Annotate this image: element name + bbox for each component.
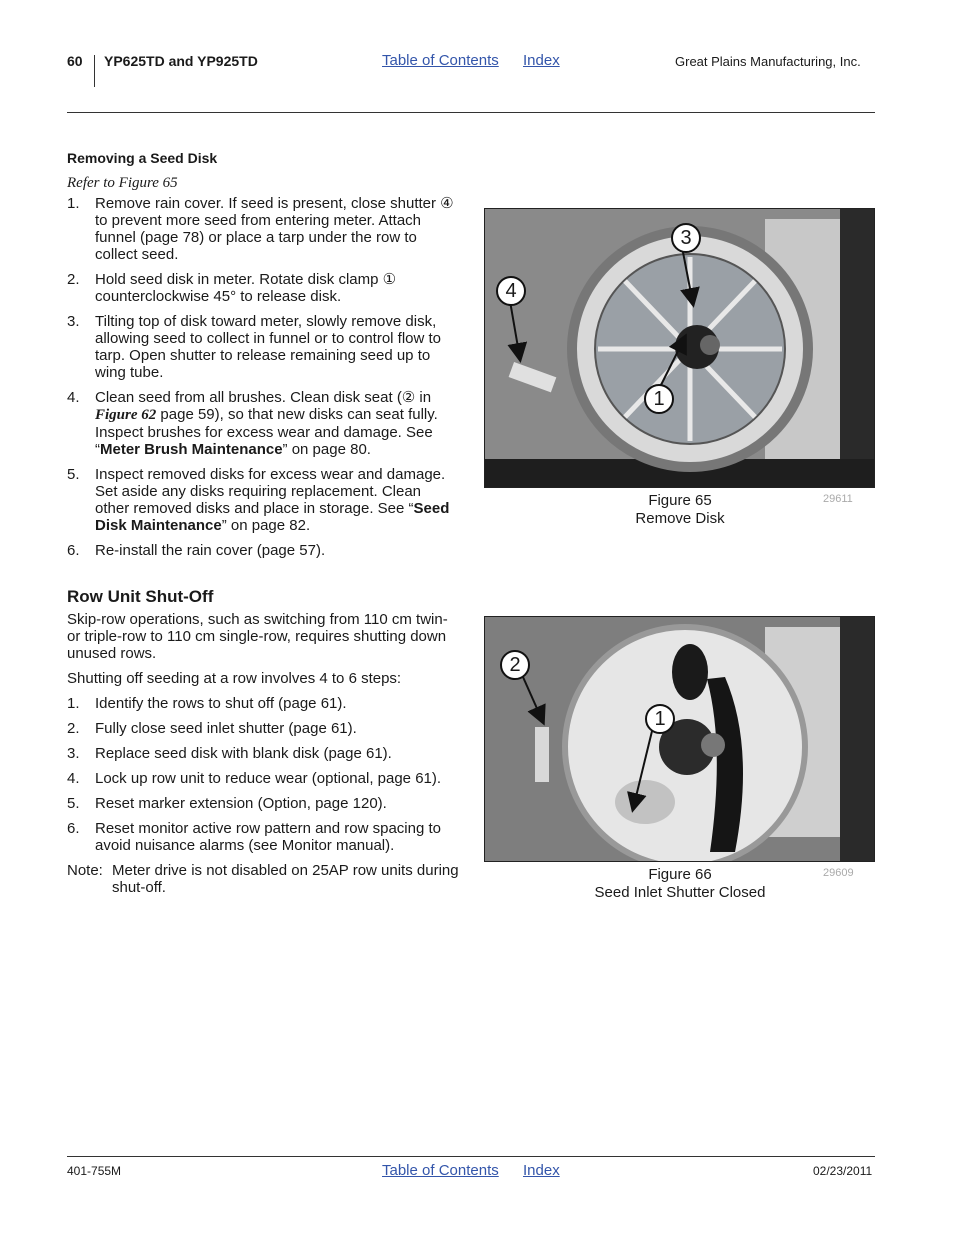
list-item: 5. Inspect removed disks for excess wear and damage. Set aside any disks requiring replacement. Clean other removed disks and place in storage. See “Seed Disk Maintenance” on page 82. xyxy=(67,466,450,534)
figure-66-label: Figure 66 xyxy=(648,866,712,883)
shutoff-intro-steps: Shutting off seeding at a row involves 4 to 6 steps: xyxy=(67,670,402,687)
note xyxy=(67,862,459,896)
refer-to-figure: Refer to Figure 65 xyxy=(67,175,178,191)
footer-index-link[interactable]: Index xyxy=(523,1162,560,1179)
header-rule xyxy=(67,112,875,113)
figure-65-image-id: 29611 xyxy=(823,493,853,505)
doc-date: 02/23/2011 xyxy=(813,1164,873,1178)
list-item: 3. Tilting top of disk toward meter, slowly remove disk, allowing seed to collect in funnel or to control flow to tarp. Open shutter to release remaining seed up to wing tube. xyxy=(67,313,442,381)
footer-rule xyxy=(67,1156,875,1157)
manual-title: YP625TD and YP925TD xyxy=(104,53,258,69)
figure-62-reference: Figure 62 xyxy=(95,407,157,423)
shutoff-steps-list xyxy=(67,695,459,896)
figure-65-photo xyxy=(484,208,875,488)
list-item: 6. Re-install the rain cover (page 57). xyxy=(67,542,326,559)
callout-3: 3 xyxy=(671,223,701,253)
seed-disk-maintenance-reference: Seed Disk Maintenance xyxy=(95,500,450,534)
list-item: 4. Lock up row unit to reduce wear (optional, page 61). xyxy=(67,770,442,787)
figure-66-title: Seed Inlet Shutter Closed xyxy=(594,884,766,901)
figure-65-caption xyxy=(530,492,830,528)
callout-2: 2 xyxy=(500,650,530,680)
section-heading-removing-seed-disk: Removing a Seed Disk xyxy=(67,150,218,166)
company-name: Great Plains Manufacturing, Inc. xyxy=(675,54,861,69)
list-item: 6. Reset monitor active row pattern and row spacing to avoid nuisance alarms (see Monitor manual). xyxy=(67,820,442,854)
list-item: 4. Clean seed from all brushes. Clean disk seat (② in Figure 62 page 59), so that new disks can seat fully. Inspect brushes for excess wear and damage. See “Meter Brush Maintenance” on page 80. xyxy=(67,389,438,458)
callout-1: 1 xyxy=(644,384,674,414)
meter-brush-maintenance-reference: Meter Brush Maintenance xyxy=(100,441,283,458)
header-index-link[interactable]: Index xyxy=(523,52,560,69)
page-number: 60 xyxy=(67,53,83,69)
callout-4: 4 xyxy=(496,276,526,306)
note-text: Meter drive is not disabled on 25AP row units during shut-off. xyxy=(112,862,459,896)
list-item: 3. Replace seed disk with blank disk (page 61). xyxy=(67,745,392,762)
figure-65-title: Remove Disk xyxy=(635,510,725,527)
list-item: 2. Fully close seed inlet shutter (page 61). xyxy=(67,720,357,737)
seed-inlet-illustration xyxy=(485,617,874,861)
header-divider xyxy=(94,55,95,87)
figure-66-image-id: 29609 xyxy=(823,867,854,879)
list-item: 5. Reset marker extension (Option, page 120). xyxy=(67,795,387,812)
header-toc-link[interactable]: Table of Contents xyxy=(382,52,499,69)
removal-steps-list xyxy=(67,195,459,559)
figure-66-photo xyxy=(484,616,875,862)
list-item: 1. Remove rain cover. If seed is present, close shutter ④ to prevent more seed from entering meter. Attach funnel (page 78) or place a tarp under the row to collect seed. xyxy=(67,195,454,263)
figure-65-label: Figure 65 xyxy=(648,492,712,509)
section-heading-row-unit-shutoff: Row Unit Shut-Off xyxy=(67,587,214,606)
shutoff-intro: Skip-row operations, such as switching from 110 cm twin- or triple-row to 110 cm single-row, requires shutting down unused rows. xyxy=(67,611,448,662)
figure-66-caption xyxy=(530,866,830,902)
note-label: Note: xyxy=(67,862,103,879)
footer-toc-link[interactable]: Table of Contents xyxy=(382,1162,499,1179)
callout-1: 1 xyxy=(645,704,675,734)
list-item: 1. Identify the rows to shut off (page 61). xyxy=(67,695,347,712)
doc-number: 401-755M xyxy=(67,1164,122,1178)
list-item: 2. Hold seed disk in meter. Rotate disk clamp ① counterclockwise 45° to release disk. xyxy=(67,271,397,305)
